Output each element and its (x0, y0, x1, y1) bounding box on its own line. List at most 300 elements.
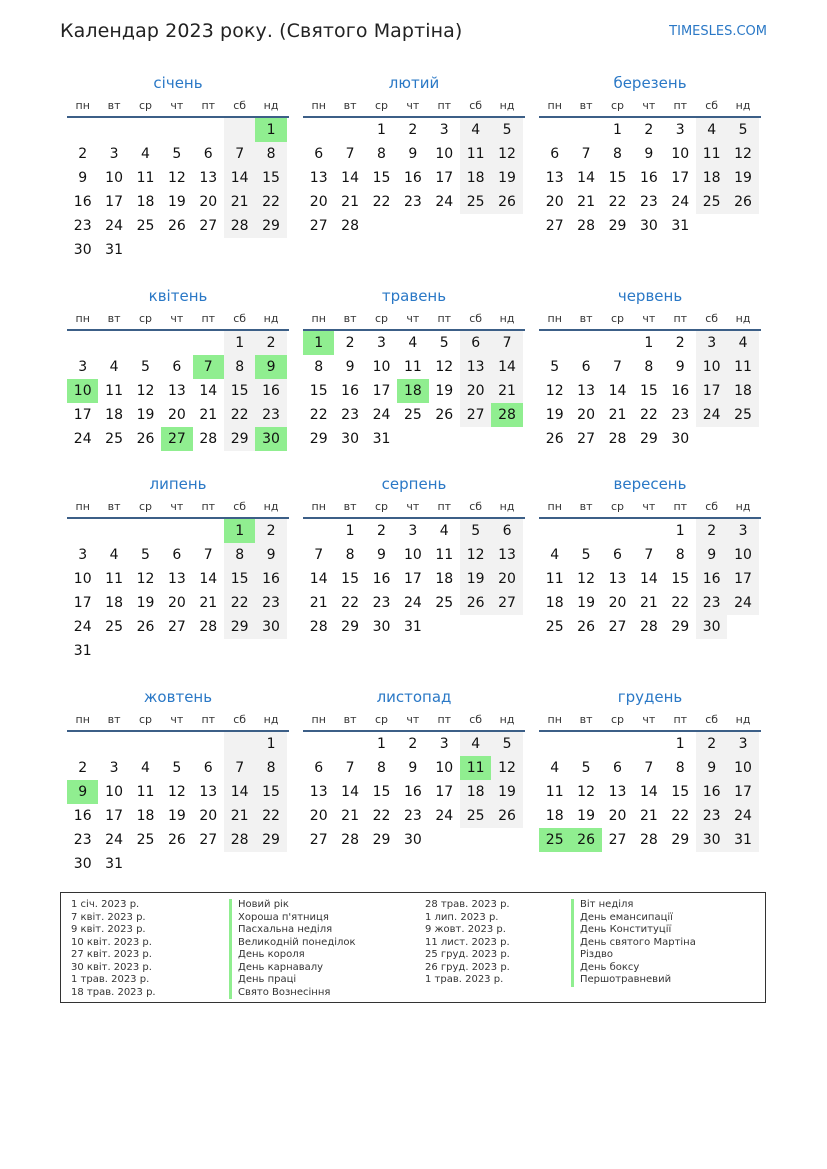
day-cell: 3 (78, 547, 88, 563)
day-cell: 24 (73, 619, 92, 635)
day-cell: 26 (460, 591, 491, 615)
month-name: жовтень (143, 688, 213, 706)
day-cell: 5 (439, 335, 449, 351)
empty-cell (98, 732, 129, 756)
weekday-label: нд (263, 712, 279, 726)
day-cell: 25 (136, 218, 155, 234)
day-cell: 20 (577, 407, 595, 423)
day-cell: 23 (372, 595, 391, 611)
day-cell: 10 (435, 146, 454, 162)
day-cell: 31 (372, 431, 391, 447)
day-cell: 9 (78, 170, 88, 186)
day-cell: 3 (109, 760, 119, 776)
empty-cell (161, 118, 192, 142)
day-cell: 30 (73, 242, 92, 258)
legend-holiday-name: Різдво (571, 949, 696, 962)
day-cell: 27 (460, 403, 491, 427)
day-cell: 1 (675, 523, 685, 539)
weekday-header (67, 708, 289, 732)
day-cell: 2 (696, 519, 727, 543)
weekday-label: нд (499, 98, 515, 112)
weekday-header (303, 307, 525, 331)
month-name: травень (381, 287, 447, 305)
day-cell: 30 (73, 856, 92, 872)
weekday-label: пн (75, 712, 90, 726)
weekday-label: вт (579, 499, 593, 513)
day-cell: 6 (203, 146, 213, 162)
day-cell: 20 (460, 379, 491, 403)
legend-date: 27 квіт. 2023 р. (71, 949, 152, 960)
weekday-label: вт (107, 98, 121, 112)
day-cell: 23 (255, 591, 286, 615)
day-cell: 24 (105, 218, 123, 234)
holiday-day: 26 (570, 828, 601, 852)
legend-holiday-name: Першотравневий (571, 974, 696, 987)
weekday-label: чт (642, 499, 656, 513)
month-2 (303, 72, 525, 238)
day-cell: 16 (255, 379, 286, 403)
day-cell: 1 (345, 523, 355, 539)
day-cell: 12 (577, 784, 595, 800)
day-cell: 30 (341, 431, 359, 447)
day-cell: 4 (439, 523, 449, 539)
day-cell: 4 (460, 732, 491, 756)
day-cell: 19 (545, 407, 564, 423)
day-cell: 25 (727, 403, 758, 427)
day-cell: 1 (613, 122, 622, 138)
day-cell: 17 (727, 780, 758, 804)
legend-date: 25 груд. 2023 р. (425, 949, 510, 960)
month-name: червень (617, 287, 683, 305)
day-cell: 13 (577, 383, 595, 399)
day-cell: 24 (727, 591, 758, 615)
day-cell: 22 (372, 194, 391, 210)
month-7 (67, 473, 289, 663)
day-cell: 27 (309, 832, 328, 848)
day-cell: 10 (372, 359, 391, 375)
day-cell: 28 (577, 218, 595, 234)
legend-holiday-name: День праці (229, 974, 356, 987)
day-cell: 28 (341, 832, 359, 848)
day-cell: 13 (199, 784, 218, 800)
day-cell: 10 (105, 784, 123, 800)
day-cell: 8 (224, 543, 255, 567)
day-cell: 8 (255, 756, 286, 780)
day-cell: 10 (435, 760, 454, 776)
day-cell: 28 (639, 832, 658, 848)
day-cell: 2 (255, 519, 286, 543)
day-cell: 16 (403, 170, 422, 186)
legend-left-names (229, 899, 356, 999)
weekday-label: сб (233, 499, 247, 513)
day-cell: 10 (696, 355, 727, 379)
legend-holiday-name: Свято Вознесіння (229, 987, 356, 1000)
weekday-label: вт (343, 712, 357, 726)
day-cell: 20 (608, 808, 627, 824)
day-cell: 26 (167, 832, 186, 848)
weekday-label: ср (138, 311, 152, 325)
day-cell: 27 (608, 832, 627, 848)
day-cell: 18 (136, 808, 155, 824)
day-cell: 19 (167, 194, 186, 210)
weekday-label: пн (75, 98, 90, 112)
day-grid (303, 732, 525, 852)
day-cell: 17 (73, 595, 92, 611)
day-cell: 10 (73, 571, 92, 587)
month-3 (539, 72, 761, 238)
empty-cell (193, 331, 224, 355)
holiday-day: 28 (491, 403, 522, 427)
day-cell: 5 (460, 519, 491, 543)
day-cell: 29 (341, 619, 359, 635)
day-cell: 7 (314, 547, 324, 563)
weekday-label: чт (406, 499, 420, 513)
empty-cell (602, 519, 633, 543)
day-cell: 6 (172, 359, 182, 375)
day-cell: 11 (545, 571, 564, 587)
day-cell: 13 (167, 383, 186, 399)
weekday-label: чт (406, 712, 420, 726)
empty-cell (539, 519, 570, 543)
day-cell: 12 (491, 756, 522, 780)
day-cell: 17 (435, 784, 454, 800)
day-grid (303, 519, 525, 639)
day-cell: 14 (309, 571, 328, 587)
day-cell: 20 (309, 194, 328, 210)
day-cell: 28 (639, 619, 658, 635)
day-cell: 26 (491, 190, 522, 214)
day-cell: 16 (255, 567, 286, 591)
day-cell: 6 (172, 547, 182, 563)
day-grid (303, 331, 525, 451)
empty-cell (193, 519, 224, 543)
day-cell: 14 (491, 355, 522, 379)
day-cell: 29 (372, 832, 391, 848)
weekday-label: чт (642, 98, 656, 112)
month-6 (539, 285, 761, 451)
day-cell: 13 (199, 170, 218, 186)
day-cell: 19 (136, 595, 155, 611)
day-cell: 25 (403, 407, 422, 423)
day-cell: 8 (613, 146, 622, 162)
weekday-label: вт (579, 712, 593, 726)
day-cell: 6 (581, 359, 591, 375)
day-cell: 28 (224, 828, 255, 852)
day-cell: 11 (136, 784, 155, 800)
weekday-header (67, 94, 289, 118)
weekday-label: ср (610, 712, 624, 726)
day-cell: 29 (309, 431, 328, 447)
day-cell: 26 (491, 804, 522, 828)
weekday-label: вт (343, 98, 357, 112)
day-cell: 8 (345, 547, 355, 563)
day-cell: 21 (639, 808, 658, 824)
day-cell: 21 (577, 194, 595, 210)
day-cell: 18 (727, 379, 758, 403)
day-cell: 21 (224, 804, 255, 828)
day-cell: 27 (608, 619, 627, 635)
day-cell: 22 (372, 808, 391, 824)
day-cell: 4 (408, 335, 418, 351)
day-cell: 20 (167, 407, 186, 423)
day-cell: 27 (491, 591, 522, 615)
day-cell: 4 (141, 146, 150, 162)
empty-cell (570, 732, 601, 756)
day-cell: 21 (309, 595, 328, 611)
day-cell: 2 (377, 523, 386, 539)
day-cell: 5 (141, 359, 150, 375)
empty-cell (633, 519, 664, 543)
day-cell: 11 (727, 355, 758, 379)
day-cell: 11 (403, 359, 422, 375)
weekday-header (539, 94, 761, 118)
day-cell: 12 (435, 359, 454, 375)
weekday-label: сб (469, 712, 483, 726)
day-cell: 19 (491, 166, 522, 190)
day-cell: 11 (105, 571, 123, 587)
weekday-label: пт (201, 98, 216, 112)
day-cell: 2 (408, 122, 418, 138)
day-cell: 8 (644, 359, 654, 375)
weekday-header (539, 307, 761, 331)
empty-cell (98, 519, 129, 543)
day-cell: 12 (545, 383, 564, 399)
day-cell: 4 (550, 760, 560, 776)
weekday-label: нд (735, 712, 751, 726)
day-cell: 22 (255, 804, 286, 828)
holiday-day: 9 (255, 355, 286, 379)
weekday-label: чт (642, 712, 656, 726)
day-cell: 1 (377, 736, 386, 752)
legend-right-dates (425, 899, 510, 987)
empty-cell (67, 331, 98, 355)
legend-date: 1 січ. 2023 р. (71, 899, 140, 910)
weekday-header (539, 708, 761, 732)
empty-cell (130, 519, 161, 543)
day-cell: 5 (727, 118, 758, 142)
day-cell: 21 (199, 595, 218, 611)
weekday-label: пн (311, 712, 326, 726)
day-cell: 22 (341, 595, 359, 611)
day-cell: 12 (136, 571, 155, 587)
weekday-label: вт (107, 499, 121, 513)
day-cell: 22 (224, 403, 255, 427)
empty-cell (539, 118, 570, 142)
day-cell: 15 (255, 166, 286, 190)
weekday-label: пт (201, 311, 216, 325)
day-cell: 28 (199, 619, 218, 635)
empty-cell (130, 331, 161, 355)
day-cell: 12 (727, 142, 758, 166)
day-cell: 26 (545, 431, 564, 447)
day-grid (67, 732, 289, 876)
day-cell: 10 (671, 146, 690, 162)
day-cell: 9 (345, 359, 355, 375)
day-cell: 28 (224, 214, 255, 238)
day-cell: 27 (199, 832, 218, 848)
day-cell: 2 (78, 760, 88, 776)
day-cell: 16 (696, 780, 727, 804)
day-cell: 19 (577, 595, 595, 611)
day-cell: 6 (550, 146, 560, 162)
day-cell: 4 (141, 760, 150, 776)
day-cell: 4 (460, 118, 491, 142)
day-cell: 29 (224, 427, 255, 451)
empty-cell (67, 732, 98, 756)
month-4 (67, 285, 289, 451)
weekday-label: чт (170, 712, 184, 726)
day-cell: 28 (199, 431, 218, 447)
legend-date: 10 квіт. 2023 р. (71, 936, 152, 948)
day-cell: 28 (608, 431, 627, 447)
day-cell: 29 (224, 615, 255, 639)
weekday-label: пт (201, 712, 216, 726)
day-cell: 24 (403, 595, 422, 611)
weekday-label: сб (469, 311, 483, 325)
day-cell: 23 (696, 804, 727, 828)
empty-cell (602, 732, 633, 756)
weekday-label: сб (469, 98, 483, 112)
weekday-label: пт (673, 499, 688, 513)
weekday-label: пн (311, 98, 326, 112)
legend-date: 9 квіт. 2023 р. (71, 924, 146, 935)
day-cell: 9 (377, 547, 386, 563)
empty-cell (224, 118, 255, 142)
day-cell: 15 (608, 170, 627, 186)
day-cell: 7 (613, 359, 622, 375)
day-cell: 22 (671, 808, 690, 824)
empty-cell (602, 331, 633, 355)
legend-holiday-name: День карнавалу (229, 962, 356, 975)
month-name: січень (153, 74, 203, 92)
day-cell: 9 (675, 359, 685, 375)
day-cell: 30 (671, 431, 690, 447)
day-cell: 2 (644, 122, 654, 138)
day-grid (539, 331, 761, 451)
day-cell: 24 (727, 804, 758, 828)
day-cell: 8 (675, 547, 685, 563)
day-cell: 17 (727, 567, 758, 591)
day-cell: 27 (199, 218, 218, 234)
day-cell: 5 (491, 732, 522, 756)
empty-cell (303, 519, 334, 543)
weekday-label: нд (263, 311, 279, 325)
day-cell: 29 (255, 828, 286, 852)
holiday-day: 30 (255, 427, 286, 451)
day-cell: 18 (105, 407, 123, 423)
day-cell: 14 (639, 571, 658, 587)
day-cell: 31 (73, 643, 92, 659)
day-cell: 19 (727, 166, 758, 190)
day-cell: 7 (345, 760, 355, 776)
month-1 (67, 72, 289, 262)
site-link[interactable]: TIMESLES.COM (669, 24, 767, 39)
day-cell: 6 (613, 760, 622, 776)
empty-cell (98, 331, 129, 355)
weekday-header (67, 307, 289, 331)
day-cell: 14 (224, 780, 255, 804)
day-cell: 20 (309, 808, 328, 824)
day-grid (67, 118, 289, 262)
day-cell: 17 (105, 808, 123, 824)
day-cell: 8 (675, 760, 685, 776)
day-cell: 6 (460, 331, 491, 355)
empty-cell (570, 519, 601, 543)
day-cell: 26 (435, 407, 454, 423)
empty-cell (539, 331, 570, 355)
weekday-label: сб (705, 499, 719, 513)
day-cell: 24 (435, 194, 454, 210)
day-cell: 22 (671, 595, 690, 611)
weekday-label: ср (610, 98, 624, 112)
day-cell: 22 (224, 591, 255, 615)
day-cell: 6 (613, 547, 622, 563)
day-cell: 11 (460, 142, 491, 166)
day-cell: 8 (377, 760, 386, 776)
day-cell: 7 (345, 146, 355, 162)
day-cell: 26 (727, 190, 758, 214)
month-name: грудень (617, 688, 683, 706)
weekday-header (303, 94, 525, 118)
day-cell: 15 (309, 383, 328, 399)
holiday-day: 1 (255, 118, 286, 142)
day-cell: 18 (545, 595, 564, 611)
day-cell: 2 (696, 732, 727, 756)
weekday-header (67, 495, 289, 519)
day-cell: 10 (403, 547, 422, 563)
day-cell: 19 (460, 567, 491, 591)
weekday-label: пн (75, 499, 90, 513)
weekday-label: ср (138, 712, 152, 726)
weekday-label: пт (673, 311, 688, 325)
legend-holiday-name: День емансипації (571, 912, 696, 925)
day-cell: 17 (671, 170, 690, 186)
day-cell: 23 (403, 194, 422, 210)
day-cell: 21 (341, 808, 359, 824)
day-cell: 4 (109, 547, 119, 563)
day-cell: 7 (203, 547, 213, 563)
empty-cell (334, 732, 365, 756)
day-cell: 15 (372, 784, 391, 800)
day-cell: 16 (671, 383, 690, 399)
day-cell: 20 (545, 194, 564, 210)
day-cell: 17 (105, 194, 123, 210)
holiday-day: 1 (303, 331, 334, 355)
day-cell: 23 (73, 832, 92, 848)
weekday-label: сб (705, 712, 719, 726)
day-cell: 18 (460, 166, 491, 190)
day-cell: 29 (671, 619, 690, 635)
day-cell: 3 (439, 122, 449, 138)
day-cell: 17 (372, 383, 391, 399)
empty-cell (130, 118, 161, 142)
legend-date: 1 трав. 2023 р. (425, 974, 504, 985)
empty-cell (539, 732, 570, 756)
holiday-day: 9 (67, 780, 98, 804)
day-cell: 22 (309, 407, 328, 423)
day-cell: 31 (727, 828, 758, 852)
empty-cell (161, 519, 192, 543)
day-cell: 27 (577, 431, 595, 447)
day-cell: 11 (545, 784, 564, 800)
month-10 (67, 686, 289, 876)
weekday-label: ср (374, 311, 388, 325)
day-cell: 14 (224, 166, 255, 190)
day-cell: 14 (577, 170, 595, 186)
day-cell: 11 (105, 383, 123, 399)
day-cell: 14 (341, 170, 359, 186)
weekday-label: нд (263, 98, 279, 112)
